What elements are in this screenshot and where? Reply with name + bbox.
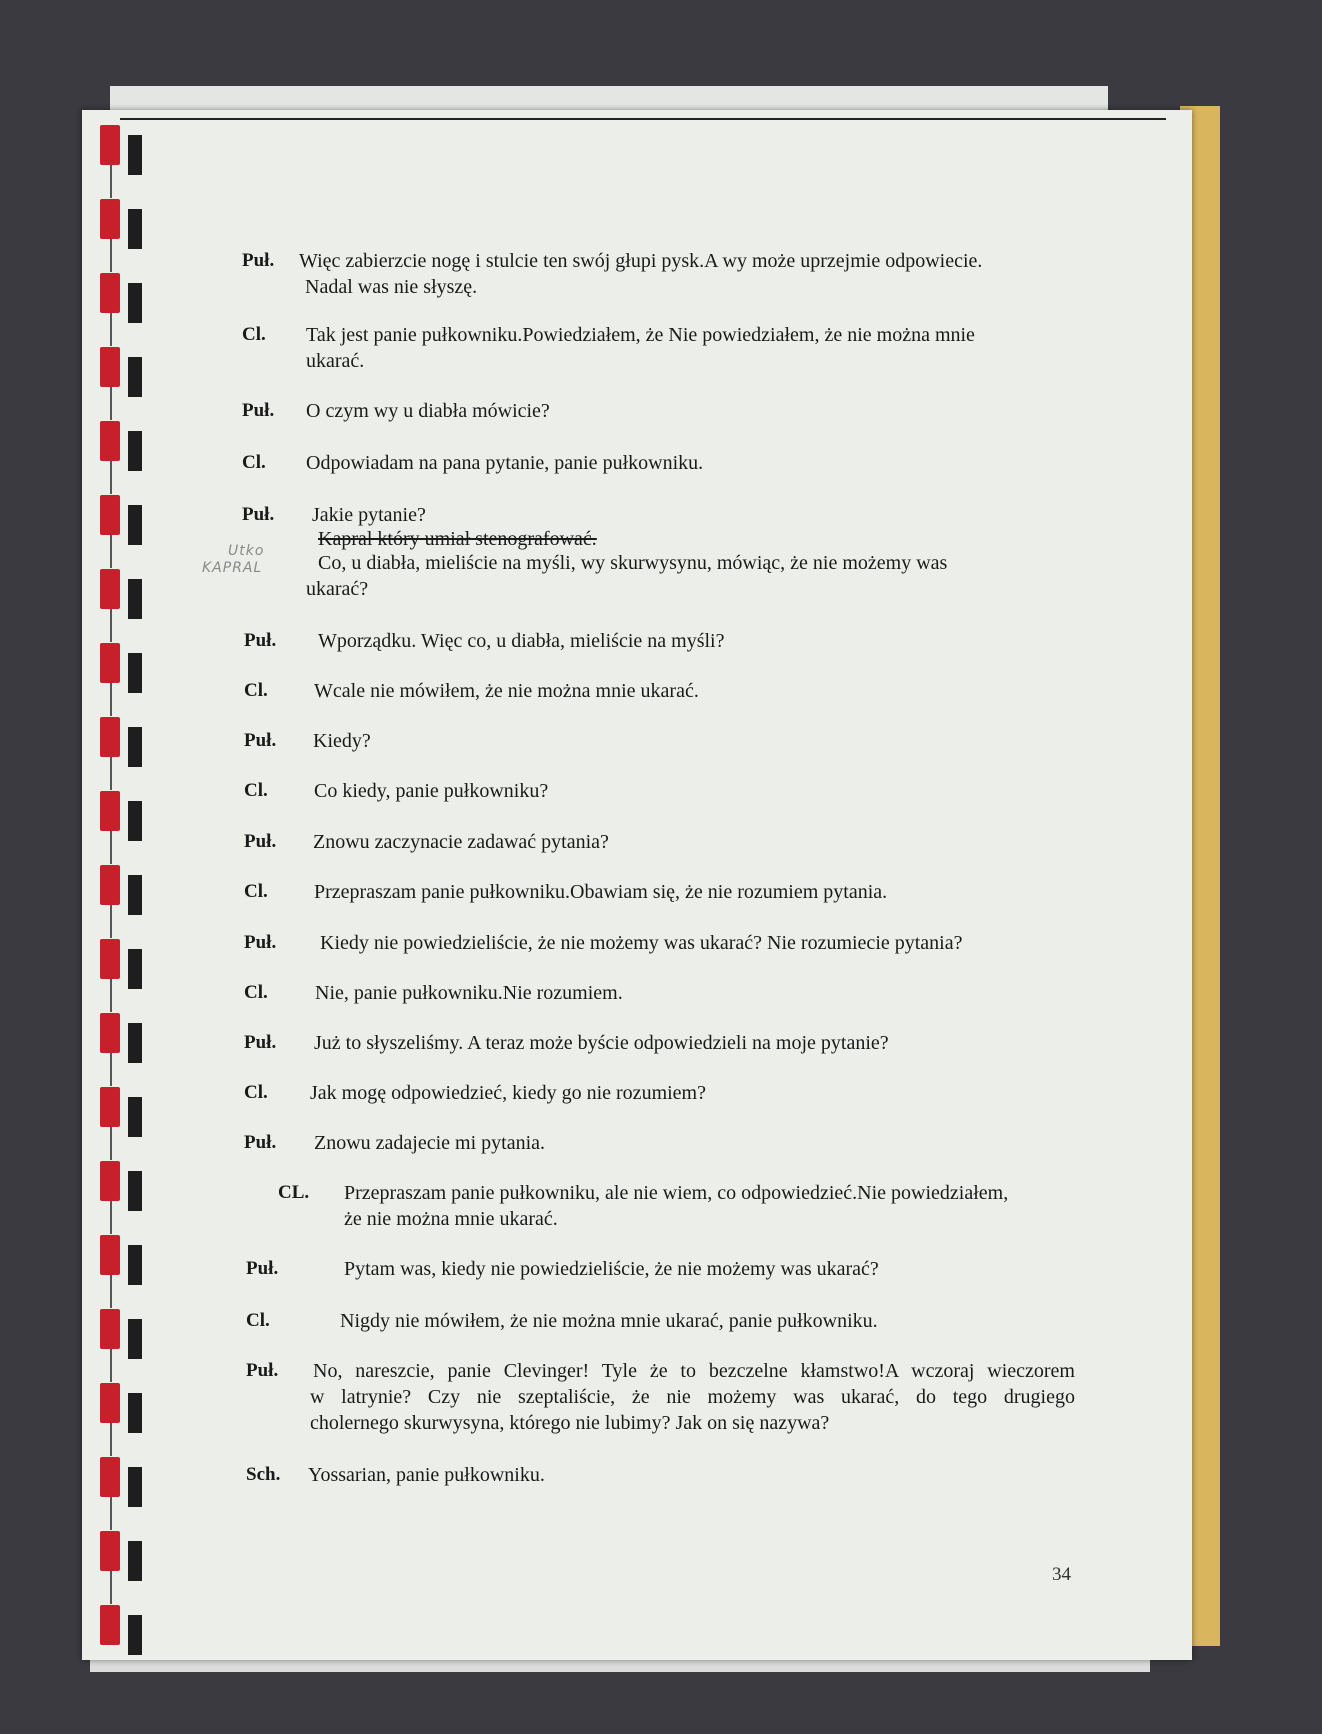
binding-ring	[100, 273, 120, 313]
speaker-label: Puł.	[244, 730, 277, 751]
binding-ring	[100, 1383, 120, 1423]
dialogue-line: Więc zabierzcie nogę i stulcie ten swój głupi pysk.A wy może uprzejmie odpowiecie.	[299, 250, 983, 272]
binding-hole	[128, 1023, 142, 1063]
speaker-label: Cl.	[244, 1082, 268, 1103]
binding-ring	[100, 125, 120, 165]
binding-ring	[100, 1161, 120, 1201]
dialogue-line: Pytam was, kiedy nie powiedzieliście, że nie możemy was ukarać?	[344, 1258, 879, 1280]
dialogue-line: Znowu zadajecie mi pytania.	[314, 1132, 546, 1154]
speaker-label: Puł.	[244, 831, 277, 852]
dialogue-line: Co, u diabła, mieliście na myśli, wy skurwysynu, mówiąc, że nie możemy was	[318, 552, 948, 574]
speaker-label: CL.	[278, 1182, 310, 1203]
binding-hole	[128, 875, 142, 915]
speaker-label: Puł.	[242, 400, 275, 421]
binding-ring	[100, 1457, 120, 1497]
binding-ring	[100, 495, 120, 535]
binding-ring	[100, 791, 120, 831]
binding-wire	[110, 387, 112, 420]
binding-wire	[110, 313, 112, 346]
binding-wire	[110, 905, 112, 938]
speaker-label: Cl.	[246, 1310, 270, 1331]
speaker-label: Puł.	[244, 1132, 277, 1153]
binding-ring	[100, 939, 120, 979]
struck-dialogue-line: Kapral który umiał stenografować.	[318, 528, 597, 550]
binding-ring	[100, 1087, 120, 1127]
binding-hole	[128, 801, 142, 841]
dialogue-line: Znowu zaczynacie zadawać pytania?	[313, 831, 609, 853]
binding-wire	[110, 1127, 112, 1160]
binding-hole	[128, 1541, 142, 1581]
binding-hole	[128, 357, 142, 397]
dialogue-line: ukarać?	[306, 578, 369, 600]
binding-ring	[100, 717, 120, 757]
binding-ring	[100, 569, 120, 609]
binding-ring	[100, 1531, 120, 1571]
binding-ring	[100, 1309, 120, 1349]
dialogue-line: Tak jest panie pułkowniku.Powiedziałem, że Nie powiedziałem, że nie można mnie	[306, 324, 975, 346]
binding-hole	[128, 1097, 142, 1137]
dialogue-line: w latrynie? Czy nie szeptaliście, że nie możemy was ukarać, do tego drugiego	[310, 1386, 1075, 1408]
speaker-label: Cl.	[242, 324, 266, 345]
margin-note-line2: KAPRAL	[202, 560, 263, 576]
dialogue-line: Odpowiadam na pana pytanie, panie pułkowniku.	[306, 452, 704, 474]
header-rule	[120, 118, 1166, 120]
binding-wire	[110, 979, 112, 1012]
binding-wire	[110, 1053, 112, 1086]
dialogue-line: Jakie pytanie?	[312, 504, 426, 526]
binding-wire	[110, 1423, 112, 1456]
dialogue-line: O czym wy u diabła mówicie?	[306, 400, 550, 422]
binding-hole	[128, 283, 142, 323]
dialogue-line: cholernego skurwysyna, którego nie lubimy? Jak on się nazywa?	[310, 1412, 830, 1434]
binding-hole	[128, 1245, 142, 1285]
speaker-label: Cl.	[244, 881, 268, 902]
binding-hole	[128, 135, 142, 175]
speaker-label: Puł.	[244, 1032, 277, 1053]
dialogue-line: Yossarian, panie pułkowniku.	[308, 1464, 545, 1486]
speaker-label: Puł.	[246, 1360, 279, 1381]
dialogue-line: że nie można mnie ukarać.	[344, 1208, 558, 1230]
speaker-label: Puł.	[246, 1258, 279, 1279]
binding-wire	[110, 461, 112, 494]
speaker-label: Puł.	[244, 932, 277, 953]
speaker-label: Puł.	[242, 504, 275, 525]
binding-wire	[110, 535, 112, 568]
dialogue-line: ukarać.	[306, 350, 365, 372]
binding-wire	[110, 609, 112, 642]
speaker-label: Sch.	[246, 1464, 281, 1485]
binding-ring	[100, 865, 120, 905]
dialogue-line: Wporządku. Więc co, u diabła, mieliście na myśli?	[318, 630, 725, 652]
speaker-label: Cl.	[244, 982, 268, 1003]
speaker-label: Puł.	[242, 250, 275, 271]
spiral-binding	[100, 125, 160, 1655]
binding-ring	[100, 643, 120, 683]
dialogue-line: Nigdy nie mówiłem, że nie można mnie ukarać, panie pułkowniku.	[340, 1310, 878, 1332]
binding-wire	[110, 1497, 112, 1530]
binding-wire	[110, 165, 112, 198]
binding-wire	[110, 831, 112, 864]
binding-ring	[100, 347, 120, 387]
binding-hole	[128, 1467, 142, 1507]
dialogue-line: Co kiedy, panie pułkowniku?	[314, 780, 549, 802]
binding-hole	[128, 431, 142, 471]
binding-wire	[110, 683, 112, 716]
binding-hole	[128, 505, 142, 545]
dialogue-line: Nie, panie pułkowniku.Nie rozumiem.	[315, 982, 623, 1004]
binding-hole	[128, 1319, 142, 1359]
binding-ring	[100, 1235, 120, 1275]
binding-ring	[100, 421, 120, 461]
binding-ring	[100, 199, 120, 239]
dialogue-line: No, nareszcie, panie Clevinger! Tyle że to bezczelne kłamstwo!A wczoraj wieczorem	[313, 1360, 1075, 1382]
binding-wire	[110, 1275, 112, 1308]
speaker-label: Puł.	[244, 630, 277, 651]
dialogue-line: Przepraszam panie pułkowniku.Obawiam się, że nie rozumiem pytania.	[314, 881, 888, 903]
binding-wire	[110, 239, 112, 272]
dialogue-line: Już to słyszeliśmy. A teraz może byście odpowiedzieli na moje pytanie?	[314, 1032, 889, 1054]
binding-hole	[128, 949, 142, 989]
binding-hole	[128, 653, 142, 693]
binding-wire	[110, 1349, 112, 1382]
speaker-label: Cl.	[244, 780, 268, 801]
binding-ring	[100, 1605, 120, 1645]
dialogue-line: Wcale nie mówiłem, że nie można mnie ukarać.	[314, 680, 699, 702]
binding-hole	[128, 1393, 142, 1433]
binding-wire	[110, 1571, 112, 1604]
margin-note-line1: Utko	[228, 543, 265, 559]
page-number: 34	[1052, 1564, 1071, 1585]
speaker-label: Cl.	[244, 680, 268, 701]
binding-hole	[128, 727, 142, 767]
binding-hole	[128, 579, 142, 619]
dialogue-line: Nadal was nie słyszę.	[305, 276, 478, 298]
speaker-label: Cl.	[242, 452, 266, 473]
dialogue-line: Kiedy?	[313, 730, 371, 752]
binding-hole	[128, 1615, 142, 1655]
binding-ring	[100, 1013, 120, 1053]
binding-wire	[110, 1201, 112, 1234]
dialogue-line: Kiedy nie powiedzieliście, że nie możemy was ukarać? Nie rozumiecie pytania?	[320, 932, 963, 954]
binding-hole	[128, 209, 142, 249]
dialogue-line: Przepraszam panie pułkowniku, ale nie wiem, co odpowiedzieć.Nie powiedziałem,	[344, 1182, 1009, 1204]
binding-wire	[110, 757, 112, 790]
binding-hole	[128, 1171, 142, 1211]
dialogue-line: Jak mogę odpowiedzieć, kiedy go nie rozumiem?	[310, 1082, 706, 1104]
